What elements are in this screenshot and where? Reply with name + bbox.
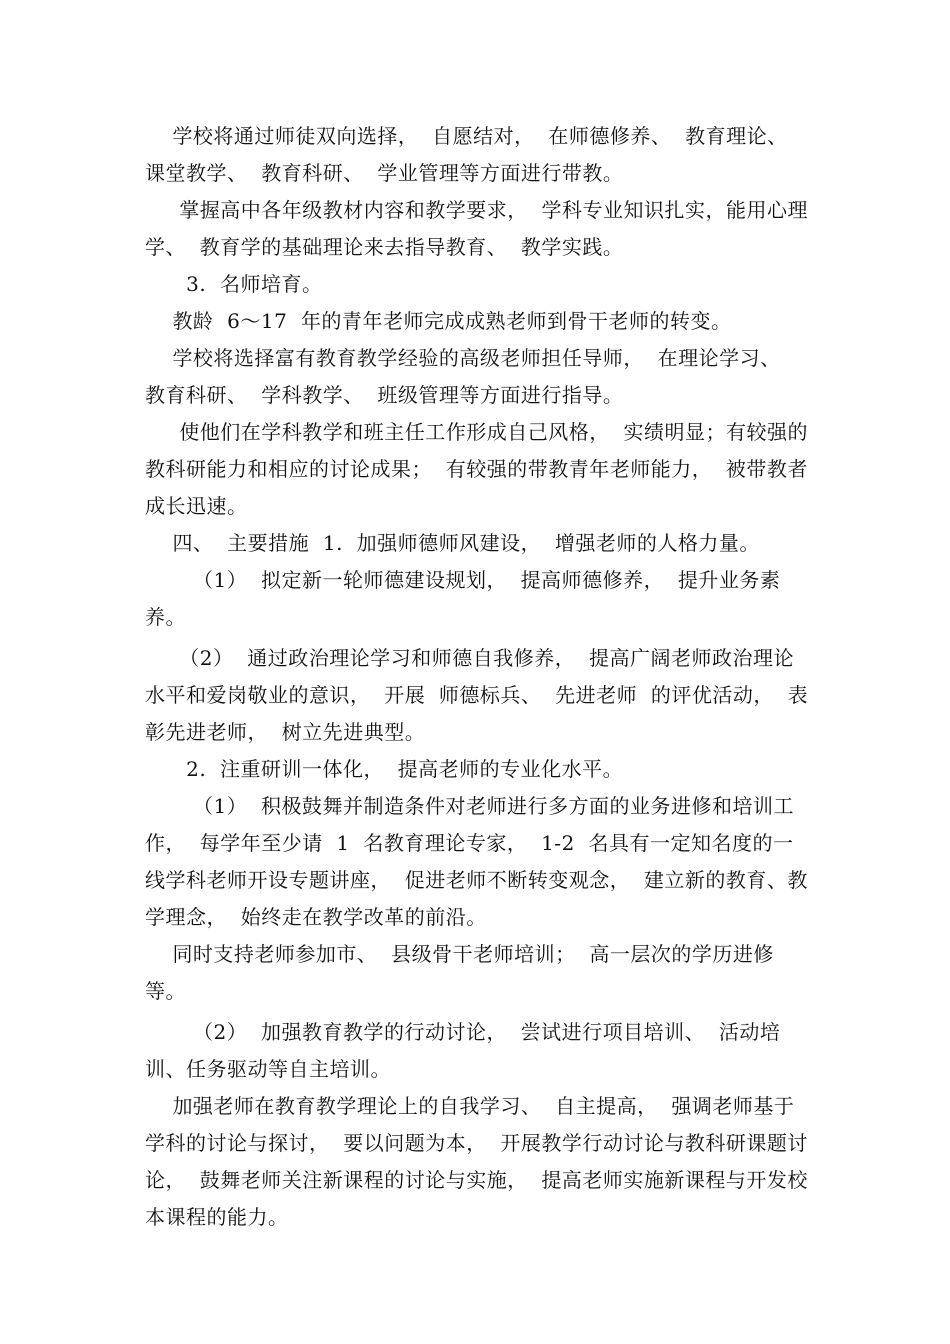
- paragraph-measure-1-2: （2） 通过政治理论学习和师德自我修养， 提高广阔老师政治理论水平和爱岗敬业的意识， 开展 师德标兵、 先进老师 的评优活动， 表彰先进老师， 树立先进典型。: [145, 646, 809, 744]
- paragraph-measure-1-1: （1） 拟定新一轮师德建设规划， 提高师德修养， 提升业务素养。: [145, 568, 781, 629]
- section-heading-research-training: 2. 注重研训一体化， 提高老师的专业化水平。: [145, 757, 624, 781]
- paragraph-teaching-requirements: 掌握高中各年级教材内容和教学要求， 学科专业知识扎实，能用心理学、 教育学的基础理论来去指导教育、 教学实践。: [145, 198, 809, 259]
- paragraph-mentorship-selection: 学校将通过师徒双向选择， 自愿结对， 在师德修养、 教育理论、 课堂教学、 教育科研、 学业管理等方面进行带教。: [145, 124, 802, 185]
- paragraph-measure-2-1: （1） 积极鼓舞并制造条件对老师进行多方面的业务进修和培训工作， 每学年至少请 1 名教育理论专家， 1-2 名具有一定知名度的一线学科老师开设专题讲座， 促进老师不断转变观念， 建立新的教育、教学理念， 始终走在教学改革的前沿。: [145, 794, 808, 929]
- document-body: [145, 118, 810, 1236]
- paragraph-measure-2-2: （2） 加强教育教学的行动讨论， 尝试进行项目培训、 活动培训、任务驱动等自主培训。: [145, 1020, 781, 1081]
- paragraph-style-formation: 使他们在学科教学和班主任工作形成自己风格， 实绩明显；有较强的教科研能力和相应的讨论成果； 有较强的带教青年老师能力， 被带教者成长迅速。: [145, 420, 809, 518]
- section-heading-famous-teacher: 3. 名师培育。: [145, 272, 323, 296]
- paragraph-self-study: 加强老师在教育教学理论上的自我学习、 自主提高， 强调老师基于学科的讨论与探讨， 要以问题为本， 开展教学行动讨论与教科研课题讨论， 鼓舞老师关注新课程的讨论与实施， 提高老师实施新课程与开发校本课程的能力。: [145, 1094, 808, 1229]
- section-heading-main-measures: 四、 主要措施 1. 加强师德师风建设， 增强老师的人格力量。: [145, 531, 760, 555]
- paragraph-senior-mentor: 学校将选择富有教育教学经验的高级老师担任导师， 在理论学习、 教育科研、 学科教学、 班级管理等方面进行指导。: [145, 346, 795, 407]
- paragraph-backbone-training: 同时支持老师参加市、 县级骨干老师培训； 高一层次的学历进修等。: [145, 942, 774, 1003]
- paragraph-teaching-age: 教龄 6～17 年的青年老师完成成熟老师到骨干老师的转变。: [145, 309, 732, 333]
